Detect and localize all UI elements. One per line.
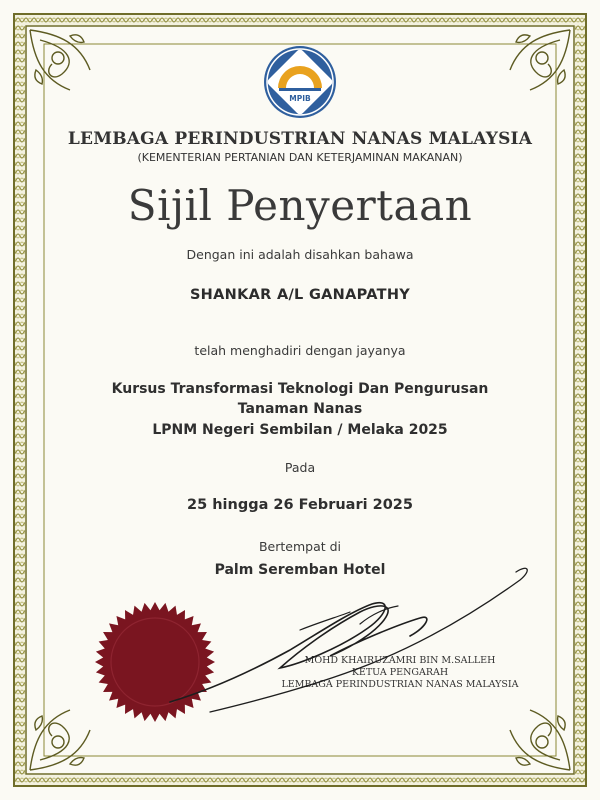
signatory-organization: LEMBAGA PERINDUSTRIAN NANAS MALAYSIA — [281, 679, 519, 690]
course-line-1: Kursus Transformasi Teknologi Dan Pengurusan — [111, 381, 489, 397]
mpib-logo-icon — [262, 44, 338, 120]
organization-name: LEMBAGA PERINDUSTRIAN NANAS MALAYSIA — [67, 129, 533, 149]
ministry-name: (KEMENTERIAN PERTANIAN DAN KETERJAMINAN MAKANAN) — [137, 151, 463, 164]
logo-text: MPIB — [289, 94, 311, 103]
course-line-2: Tanaman Nanas — [237, 401, 363, 417]
on-label: Pada — [284, 460, 316, 475]
venue-label: Bertempat di — [258, 539, 342, 554]
signatory-block — [260, 655, 540, 691]
intro-text: Dengan ini adalah disahkan bahawa — [186, 247, 414, 262]
certificate-title: Sijil Penyertaan — [127, 181, 473, 230]
attended-text: telah menghadiri dengan jayanya — [194, 343, 406, 358]
signatory-position: KETUA PENGARAH — [351, 667, 449, 678]
red-seal-icon — [93, 600, 217, 724]
signatory-name: MOHD KHAIRUZAMRI BIN M.SALLEH — [304, 655, 496, 666]
venue-name: Palm Seremban Hotel — [214, 562, 386, 578]
event-date: 25 hingga 26 Februari 2025 — [187, 497, 413, 513]
course-line-3: LPNM Negeri Sembilan / Melaka 2025 — [152, 422, 448, 438]
recipient-name: SHANKAR A/L GANAPATHY — [189, 287, 411, 303]
